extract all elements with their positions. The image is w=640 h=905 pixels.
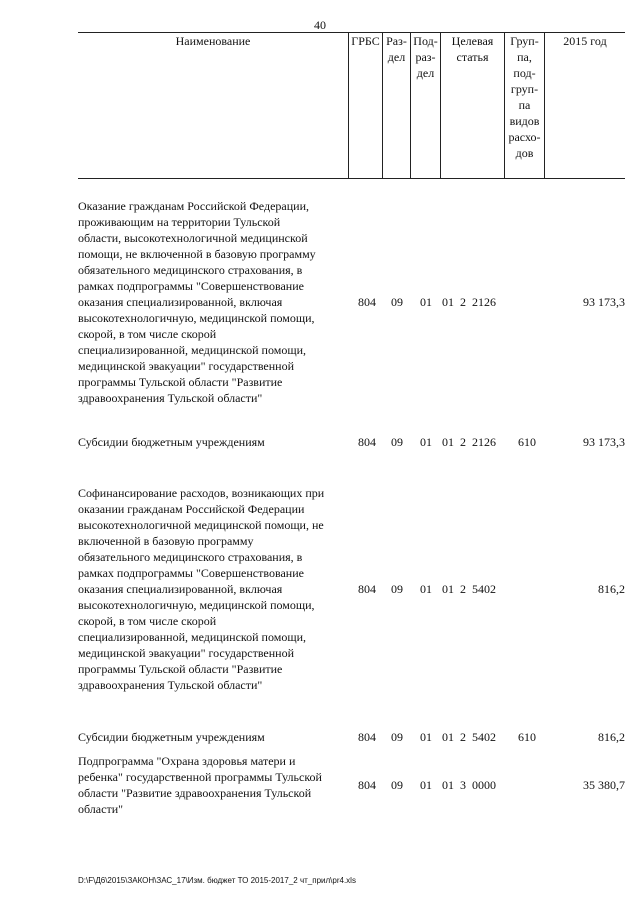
file-path-footer: D:\F\Д6\2015\ЗАКОН\ЗАС_17\Изм. бюджет ТО 2015-2017_2 чт_прил\pr4.xls	[78, 876, 356, 885]
row-name	[78, 434, 348, 450]
header-podrazdel	[410, 33, 440, 178]
cell-podrazdel: 01	[420, 778, 432, 792]
header-razdel-line: дел	[387, 50, 406, 64]
row-name-line: оказании гражданам Российской Федерации	[78, 502, 305, 516]
header-vid-line: Груп-	[510, 34, 539, 48]
row-name-line: области"	[78, 802, 124, 816]
header-vid-line: груп-	[510, 82, 539, 96]
row-name	[78, 729, 348, 745]
cell-razdel: 09	[391, 730, 403, 744]
cell-razdel: 09	[391, 435, 403, 449]
cell-celevaya: 01 2 2126	[442, 435, 496, 449]
cell-podrazdel: 01	[420, 435, 432, 449]
cell-sum: 93 173,3	[583, 435, 625, 449]
row-name-line: оказания специализированной, включая	[78, 582, 283, 596]
header-vid-line: расхо-	[508, 130, 541, 144]
header-celevaya-line: Целевая	[451, 34, 494, 48]
row-name	[78, 485, 348, 693]
table-header	[78, 32, 625, 179]
header-celevaya-line: статья	[456, 50, 489, 64]
cell-podrazdel: 01	[420, 582, 432, 596]
cell-grbs: 804	[358, 730, 376, 744]
header-vid	[504, 33, 544, 178]
row-name-line: высокотехнологичную, медицинской помощи,	[78, 311, 315, 325]
cell-razdel: 09	[391, 295, 403, 309]
row-name-line: высокотехнологичную, медицинской помощи,	[78, 598, 315, 612]
cell-sum: 93 173,3	[583, 295, 625, 309]
row-name-line: области "Развитие здравоохранения Тульской	[78, 786, 312, 800]
cell-sum: 35 380,7	[583, 778, 625, 792]
row-name-line: специализированной, медицинской помощи,	[78, 630, 306, 644]
row-name-line: медицинской эвакуации" государственной	[78, 646, 295, 660]
cell-celevaya: 01 2 2126	[442, 295, 496, 309]
row-name-line: оказания специализированной, включая	[78, 295, 283, 309]
header-name: Наименование	[175, 34, 251, 48]
cell-grbs: 804	[358, 582, 376, 596]
cell-celevaya: 01 3 0000	[442, 778, 496, 792]
cell-sum: 816,2	[598, 582, 625, 596]
row-name-line: программы Тульской области "Развитие	[78, 375, 283, 389]
row-name-line: обязательного медицинского страхования, в	[78, 263, 303, 277]
row-name	[78, 753, 348, 817]
header-year: 2015 год	[544, 33, 625, 178]
row-name-line: рамках подпрограммы "Совершенствование	[78, 279, 304, 293]
cell-celevaya: 01 2 5402	[442, 730, 496, 744]
header-vid-line: па	[518, 98, 531, 112]
row-name-line: области, высокотехнологичной медицинской	[78, 231, 308, 245]
cell-razdel: 09	[391, 778, 403, 792]
cell-vid: 610	[518, 730, 536, 744]
header-grbs: ГРБС	[348, 33, 382, 178]
row-name-line: скорой, в том числе скорой	[78, 614, 217, 628]
row-name-line: проживающим на территории Тульской	[78, 215, 281, 229]
row-name-line: скорой, в том числе скорой	[78, 327, 217, 341]
row-name-line: специализированной, медицинской помощи,	[78, 343, 306, 357]
row-name-line: Субсидии бюджетным учреждениям	[78, 730, 265, 744]
header-razdel	[382, 33, 410, 178]
row-name-line: здравоохранения Тульской области"	[78, 391, 263, 405]
header-vid-line: видов	[509, 114, 540, 128]
header-vid-line: па,	[517, 50, 532, 64]
cell-podrazdel: 01	[420, 295, 432, 309]
row-name-line: рамках подпрограммы "Совершенствование	[78, 566, 304, 580]
cell-grbs: 804	[358, 295, 376, 309]
row-name-line: программы Тульской области "Развитие	[78, 662, 283, 676]
header-vid-line: дов	[515, 146, 534, 160]
row-name-line: Оказание гражданам Российской Федерации,	[78, 199, 309, 213]
page-number: 40	[314, 18, 326, 32]
header-vid-line: под-	[513, 66, 536, 80]
header-celevaya	[440, 33, 504, 178]
row-name-line: медицинской эвакуации" государственной	[78, 359, 295, 373]
header-podrazdel-line: дел	[416, 66, 435, 80]
cell-vid: 610	[518, 435, 536, 449]
row-name	[78, 198, 348, 406]
header-podrazdel-line: раз-	[415, 50, 436, 64]
row-name-line: ребенка" государственной программы Тульской	[78, 770, 322, 784]
row-name-line: обязательного медицинского страхования, в	[78, 550, 303, 564]
row-name-line: высокотехнологичной медицинской помощи, не	[78, 518, 324, 532]
cell-razdel: 09	[391, 582, 403, 596]
row-name-line: Софинансирование расходов, возникающих при	[78, 486, 325, 500]
row-name-line: помощи, не включенной в базовую программу	[78, 247, 316, 261]
cell-sum: 816,2	[598, 730, 625, 744]
cell-grbs: 804	[358, 435, 376, 449]
row-name-line: включенной в базовую программу	[78, 534, 254, 548]
cell-celevaya: 01 2 5402	[442, 582, 496, 596]
header-razdel-line: Раз-	[386, 34, 407, 48]
header-podrazdel-line: Под-	[413, 34, 438, 48]
cell-podrazdel: 01	[420, 730, 432, 744]
cell-grbs: 804	[358, 778, 376, 792]
row-name-line: Подпрограмма "Охрана здоровья матери и	[78, 754, 296, 768]
row-name-line: Субсидии бюджетным учреждениям	[78, 435, 265, 449]
row-name-line: здравоохранения Тульской области"	[78, 678, 263, 692]
